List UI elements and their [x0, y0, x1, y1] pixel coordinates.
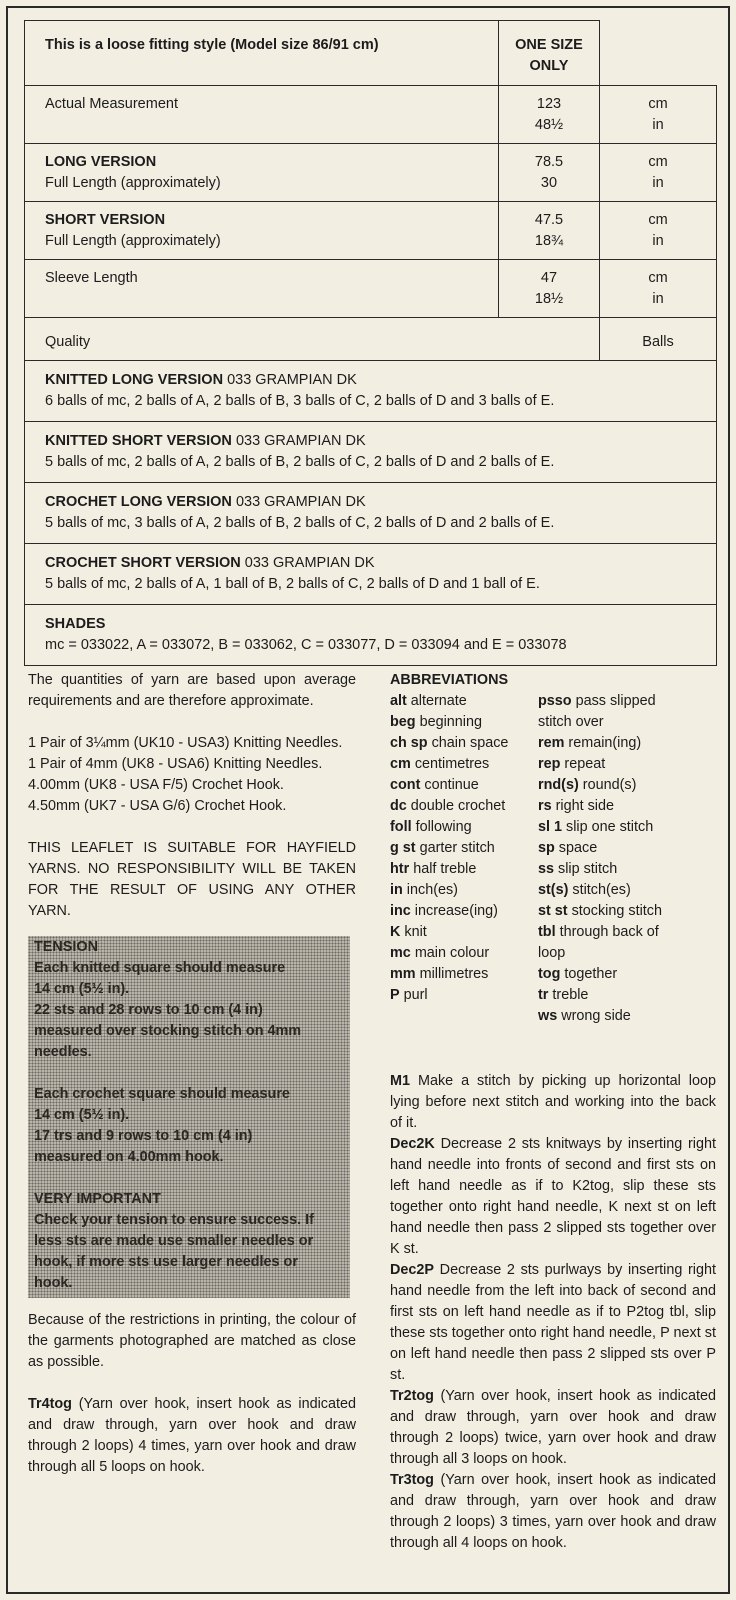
important-line: hook, if more sts use larger needles or: [34, 1254, 298, 1270]
abbreviation-term: P: [390, 987, 400, 1003]
important-title: VERY IMPORTANT: [34, 1191, 161, 1207]
abbreviation-meaning: chain space: [431, 735, 509, 751]
version-row: [25, 483, 717, 544]
abbreviation-term: alt: [390, 693, 407, 709]
abbreviation-item: [390, 922, 538, 943]
abbreviation-term: rem: [538, 735, 565, 751]
value-in: 48½: [534, 117, 564, 133]
abbreviation-item: [390, 691, 538, 712]
abbreviation-meaning: stocking stitch: [571, 903, 662, 919]
row-label: Full Length (approximately): [45, 175, 221, 191]
abbreviation-term: mc: [390, 945, 411, 961]
needle-item: 1 Pair of 3¼mm (UK10 - USA3) Knitting Needles.: [28, 735, 343, 751]
balls-text: 5 balls of mc, 2 balls of A, 1 ball of B, 2 balls of C, 2 balls of D and 1 ball of E.: [45, 576, 540, 592]
disclaimer: THIS LEAFLET IS SUITABLE FOR HAYFIELD YARNS. NO RESPONSIBILITY WILL BE TAKEN FOR THE RESULT OF USING ANY OTHER YARN.: [28, 840, 356, 919]
definition-item: [390, 1071, 716, 1134]
abbreviation-item: [538, 838, 716, 859]
balls-text: 5 balls of mc, 3 balls of A, 2 balls of B, 2 balls of C, 2 balls of D and 2 balls of E.: [45, 515, 555, 531]
abbreviation-meaning: millimetres: [419, 966, 489, 982]
unit-in: in: [652, 291, 664, 307]
abbreviation-term: st(s): [538, 882, 569, 898]
abbreviation-item: [390, 964, 538, 985]
definition-item: [390, 1470, 716, 1554]
version-title: CROCHET SHORT VERSION: [45, 555, 241, 571]
yarn-name: 033 GRAMPIAN DK: [227, 372, 357, 388]
needle-item: 1 Pair of 4mm (UK8 - USA6) Knitting Needles.: [28, 756, 323, 772]
abbreviation-meaning: following: [415, 819, 472, 835]
balls-text: 5 balls of mc, 2 balls of A, 2 balls of B, 2 balls of C, 2 balls of D and 2 balls of E.: [45, 454, 555, 470]
definition-term: Tr3tog: [390, 1472, 434, 1488]
tension-line: needles.: [34, 1044, 92, 1060]
abbreviation-meaning: double crochet: [410, 798, 506, 814]
balls-text: 6 balls of mc, 2 balls of A, 2 balls of B, 3 balls of C, 2 balls of D and 3 balls of E.: [45, 393, 555, 409]
left-column: [28, 670, 356, 1478]
yarn-name: 033 GRAMPIAN DK: [235, 494, 366, 510]
abbreviation-term: st st: [538, 903, 568, 919]
abbreviation-item: [390, 985, 538, 1006]
quality-label: Quality: [25, 318, 600, 361]
tension-title: TENSION: [34, 939, 98, 955]
definition-item: [390, 1134, 716, 1260]
value-in: 18½: [534, 291, 564, 307]
term-text: (Yarn over hook, insert hook as indicated and draw through, yarn over hook and draw through 2 loops) 4 times, yarn over hook and draw through all 5 loops on hook.: [28, 1396, 356, 1475]
row-title: SHORT VERSION: [45, 212, 166, 228]
abbreviation-term: ws: [538, 1008, 558, 1024]
tension-line: 14 cm (5½ in).: [34, 1107, 130, 1123]
abbreviation-term: tr: [538, 987, 549, 1003]
definition-text: Decrease 2 sts knitways by inserting right hand needle into fronts of second and first sts on left hand needle as if to K2tog, slip these sts together onto right hand needle, K next st on left hand needle then pass 2 slipped sts together over K st.: [390, 1136, 716, 1257]
abbreviation-item: [390, 901, 538, 922]
abbreviation-item: [538, 880, 716, 901]
abbreviation-meaning: treble: [552, 987, 589, 1003]
abbreviations-title: ABBREVIATIONS: [390, 672, 509, 688]
definition-term: M1: [390, 1073, 410, 1089]
abbreviation-meaning: centimetres: [414, 756, 490, 772]
abbreviation-meaning: remain(ing): [568, 735, 642, 751]
unit-in: in: [652, 117, 664, 133]
value-cm: 78.5: [534, 154, 564, 170]
tension-line: 22 sts and 28 rows to 10 cm (4 in): [34, 1002, 263, 1018]
abbreviation-meaning: beginning: [419, 714, 483, 730]
row-label: Full Length (approximately): [45, 233, 221, 249]
size-heading: ONE SIZE ONLY: [499, 21, 600, 86]
abbreviation-term: rep: [538, 756, 561, 772]
abbreviation-meaning: repeat: [564, 756, 606, 772]
row-label: Actual Measurement: [45, 96, 178, 112]
abbreviation-item: [538, 796, 716, 817]
row-label: Sleeve Length: [45, 270, 138, 286]
unit-cm: cm: [648, 212, 668, 228]
style-note: This is a loose fitting style (Model size 86/91 cm): [25, 21, 499, 86]
abbreviation-item: [538, 943, 716, 964]
definition-text: (Yarn over hook, insert hook as indicated and draw through, yarn over hook and draw through 2 loops) 3 times, yarn over hook and draw through all 4 loops on hook.: [390, 1472, 716, 1551]
abbreviation-term: in: [390, 882, 403, 898]
abbreviation-item: [390, 880, 538, 901]
definition-term: Dec2K: [390, 1136, 435, 1152]
abbreviation-term: ss: [538, 861, 555, 877]
shades-title: SHADES: [45, 616, 106, 632]
tension-box: [28, 936, 350, 1298]
long-version-row: [25, 144, 717, 202]
abbreviation-term: g st: [390, 840, 416, 856]
abbreviation-item: [390, 754, 538, 775]
abbreviation-term: psso: [538, 693, 572, 709]
important-line: Check your tension to ensure success. If: [34, 1212, 314, 1228]
tension-line: Each knitted square should measure: [34, 960, 286, 976]
abbreviation-item: [390, 733, 538, 754]
abbreviation-item: [390, 859, 538, 880]
unit-in: in: [652, 175, 664, 191]
unit-cm: cm: [648, 270, 668, 286]
abbreviation-item: [390, 796, 538, 817]
yarn-name: 033 GRAMPIAN DK: [235, 433, 366, 449]
printing-note: Because of the restrictions in printing, the colour of the garments photographed are matched as close as possible.: [28, 1312, 356, 1370]
abbreviation-meaning: half treble: [413, 861, 477, 877]
abbreviation-term: cm: [390, 756, 411, 772]
abbreviation-meaning: space: [558, 840, 598, 856]
abbreviation-meaning: right side: [555, 798, 615, 814]
abbreviation-item: [538, 817, 716, 838]
definition-term: Tr2tog: [390, 1388, 434, 1404]
hook-item: 4.50mm (UK7 - USA G/6) Crochet Hook.: [28, 798, 287, 814]
definition-term: Dec2P: [390, 1262, 435, 1278]
abbreviation-item: [538, 985, 716, 1006]
short-version-row: [25, 202, 717, 260]
definition-item: [390, 1386, 716, 1470]
abbreviation-term: K: [390, 924, 401, 940]
abbreviation-item: [390, 943, 538, 964]
balls-label: Balls: [600, 318, 717, 361]
abbreviation-term: cont: [390, 777, 421, 793]
unit-cm: cm: [648, 96, 668, 112]
abbreviation-item: [390, 838, 538, 859]
abbreviation-meaning: alternate: [410, 693, 467, 709]
abbreviation-meaning: stitch(es): [572, 882, 631, 898]
abbreviation-item: [538, 922, 716, 943]
important-line: less sts are made use smaller needles or: [34, 1233, 314, 1249]
abbreviation-item: [538, 964, 716, 985]
value-cm: 47.5: [534, 212, 564, 228]
abbreviation-item: [538, 712, 716, 733]
abbreviation-item: [538, 754, 716, 775]
sleeve-row: [25, 260, 717, 318]
abbreviation-meaning: continue: [424, 777, 479, 793]
abbreviation-meaning: loop: [538, 945, 566, 961]
abbreviation-meaning: main colour: [414, 945, 490, 961]
version-row: [25, 422, 717, 483]
definitions: [390, 1071, 716, 1554]
unit-in: in: [652, 233, 664, 249]
abbreviation-item: [538, 775, 716, 796]
abbreviation-term: ch sp: [390, 735, 428, 751]
abbreviation-meaning: inch(es): [406, 882, 458, 898]
abbreviation-item: [390, 712, 538, 733]
definition-text: Decrease 2 sts purlways by inserting right hand needle from the left into back of second and first sts on left hand needle as if to P2tog tbl, slip these sts together onto right hand needle, P next st on left hand needle then pass 2 slipped sts over P st.: [390, 1262, 716, 1383]
abbreviation-meaning: round(s): [582, 777, 637, 793]
quality-row: [25, 318, 717, 361]
abbreviation-meaning: pass slipped: [575, 693, 656, 709]
abbreviation-term: sp: [538, 840, 555, 856]
abbreviation-item: [538, 1006, 716, 1027]
yarn-name: 033 GRAMPIAN DK: [244, 555, 375, 571]
version-row: [25, 544, 717, 605]
important-line: hook.: [34, 1275, 73, 1291]
definition-text: (Yarn over hook, insert hook as indicated and draw through, yarn over hook and draw through 2 loops) twice, yarn over hook and draw through all 3 loops on hook.: [390, 1388, 716, 1467]
abbreviation-meaning: knit: [404, 924, 427, 940]
value-cm: 47: [540, 270, 558, 286]
header-row: [25, 21, 717, 86]
abbreviation-meaning: increase(ing): [414, 903, 498, 919]
shades-text: mc = 033022, A = 033072, B = 033062, C = 033077, D = 033094 and E = 033078: [45, 637, 567, 653]
version-title: CROCHET LONG VERSION: [45, 494, 232, 510]
abbreviation-term: inc: [390, 903, 411, 919]
abbreviation-term: sl 1: [538, 819, 563, 835]
abbreviation-term: dc: [390, 798, 407, 814]
abbreviation-term: beg: [390, 714, 416, 730]
unit-cm: cm: [648, 154, 668, 170]
abbreviation-term: htr: [390, 861, 410, 877]
abbreviation-term: rnd(s): [538, 777, 579, 793]
value-cm: 123: [536, 96, 562, 112]
value-in: 30: [540, 175, 558, 191]
abbreviation-meaning: purl: [403, 987, 428, 1003]
term: Tr4tog: [28, 1396, 72, 1412]
abbreviation-item: [390, 775, 538, 796]
tension-line: measured over stocking stitch on 4mm: [34, 1023, 302, 1039]
abbreviation-item: [538, 691, 716, 712]
tension-line: 14 cm (5½ in).: [34, 981, 130, 997]
abbreviation-term: tbl: [538, 924, 556, 940]
abbreviation-item: [390, 817, 538, 838]
abbreviation-term: mm: [390, 966, 416, 982]
abbreviation-term: tog: [538, 966, 561, 982]
tension-line: measured on 4.00mm hook.: [34, 1149, 224, 1165]
abbreviation-term: rs: [538, 798, 552, 814]
abbreviation-item: [538, 901, 716, 922]
abbreviation-meaning: through back of: [559, 924, 659, 940]
abbreviation-term: foll: [390, 819, 412, 835]
tension-line: 17 trs and 9 rows to 10 cm (4 in): [34, 1128, 253, 1144]
abbreviation-meaning: slip one stitch: [566, 819, 654, 835]
abbreviations-list: [390, 691, 716, 1027]
abbreviations-column-1: [390, 691, 538, 1027]
sizes-table: [24, 20, 717, 666]
definition-text: Make a stitch by picking up horizontal loop lying before next stitch and working into the back of it.: [390, 1073, 716, 1131]
value-in: 18¾: [534, 233, 564, 249]
abbreviation-item: [538, 733, 716, 754]
version-row: [25, 361, 717, 422]
empty-cell: [600, 21, 717, 86]
abbreviation-meaning: together: [564, 966, 618, 982]
tr4tog-definition: [28, 1394, 356, 1478]
measurement-row: [25, 86, 717, 144]
version-title: KNITTED SHORT VERSION: [45, 433, 232, 449]
tension-line: Each crochet square should measure: [34, 1086, 290, 1102]
shades-row: [25, 605, 717, 666]
row-title: LONG VERSION: [45, 154, 157, 170]
abbreviation-meaning: slip stitch: [558, 861, 618, 877]
quantities-note: The quantities of yarn are based upon average requirements and are therefore approximate.: [28, 672, 356, 709]
version-title: KNITTED LONG VERSION: [45, 372, 224, 388]
right-column: [390, 670, 716, 1554]
definition-item: [390, 1260, 716, 1386]
abbreviation-meaning: garter stitch: [419, 840, 495, 856]
hook-item: 4.00mm (UK8 - USA F/5) Crochet Hook.: [28, 777, 284, 793]
abbreviation-meaning: stitch over: [538, 714, 604, 730]
abbreviation-item: [538, 859, 716, 880]
abbreviation-meaning: wrong side: [561, 1008, 631, 1024]
abbreviations-column-2: [538, 691, 716, 1027]
